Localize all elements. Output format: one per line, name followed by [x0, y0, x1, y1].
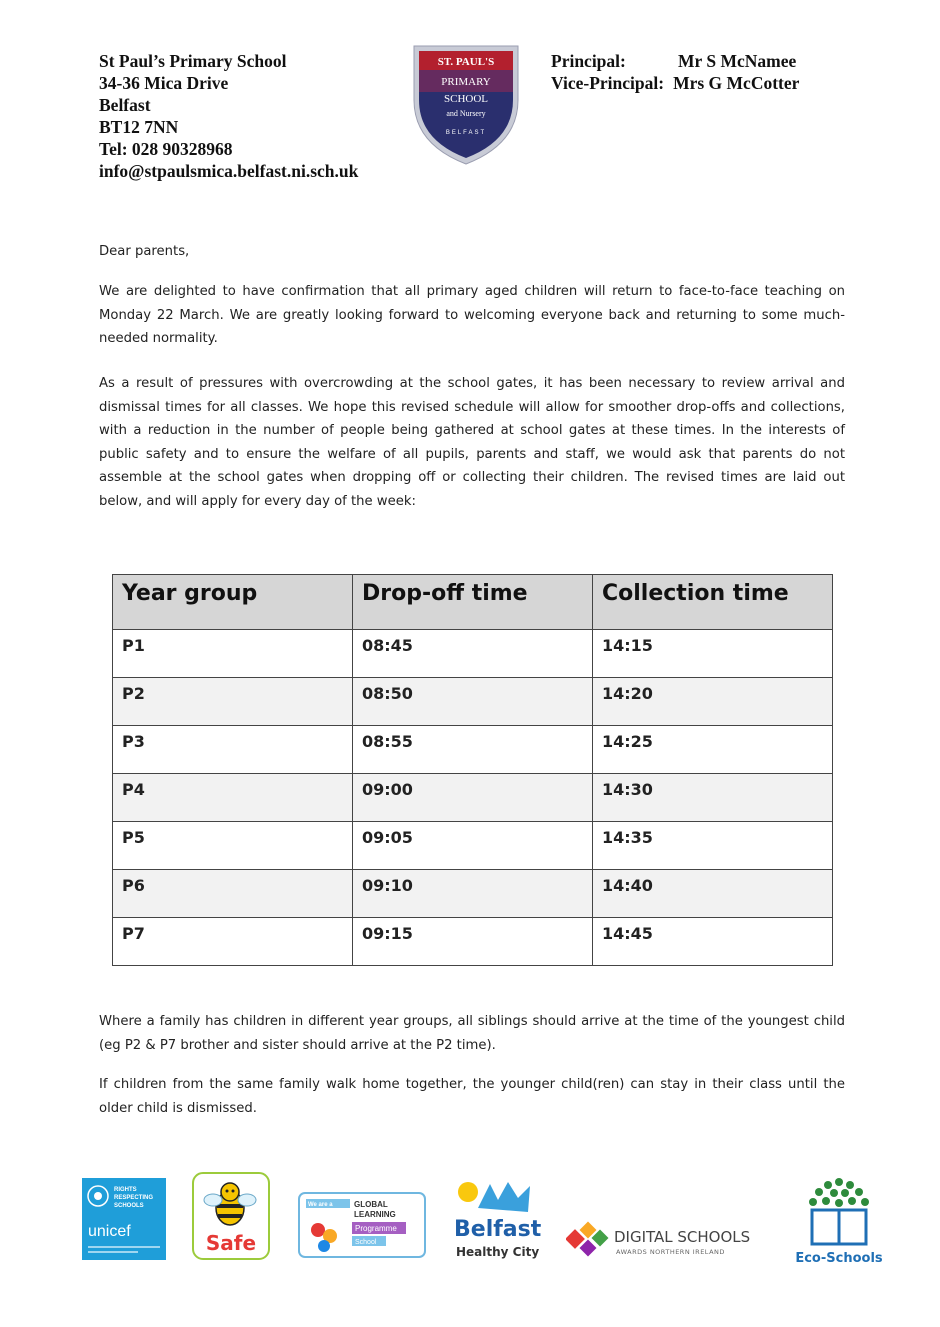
- collection-cell: 14:30: [593, 774, 833, 822]
- year-group-cell: P4: [113, 774, 353, 822]
- table-row: [113, 774, 833, 822]
- unicef-text-3: SCHOOLS: [114, 1203, 144, 1209]
- safe-bee-logo: [192, 1172, 270, 1267]
- table-row: [113, 630, 833, 678]
- collection-cell: 14:40: [593, 870, 833, 918]
- paragraph-text: As a result of pressures with overcrowding at the school gates, it has been necessary to review arrival and dismissal times for all classes. We hope this revised schedule will allow for smoother drop-offs and collections, with a reduction in the number of people being gathered at school gates at these times. In the interests of public safety and to ensure the welfare of all pupils, parents and staff, we would ask that parents do not assemble at the school gates when dropping off or collecting their children. The revised times are laid out below, and will apply for every day of the week:: [99, 376, 845, 509]
- table-row: [113, 726, 833, 774]
- principal-row: [551, 50, 799, 72]
- year-group-cell: P5: [113, 822, 353, 870]
- global-text-4: School: [355, 1239, 377, 1246]
- unicef-rights-respecting-logo: [82, 1178, 166, 1265]
- year-group-cell: P6: [113, 870, 353, 918]
- drop-off-cell: 09:05: [353, 822, 593, 870]
- school-crest-logo: [408, 40, 524, 168]
- school-address: [99, 50, 358, 182]
- unicef-text-1: RIGHTS: [114, 1187, 137, 1193]
- year-group-cell: P2: [113, 678, 353, 726]
- global-text-2: LEARNING: [354, 1210, 396, 1219]
- crest-text-2: PRIMARY: [441, 76, 491, 88]
- table-row: [113, 918, 833, 966]
- school-phone: Tel: 028 90328968: [99, 139, 233, 159]
- address-city: Belfast: [99, 95, 151, 115]
- eco-schools-text: Eco-Schools: [795, 1251, 883, 1266]
- collection-cell: 14:15: [593, 630, 833, 678]
- crest-text-1: ST. PAUL'S: [437, 56, 495, 68]
- address-postcode: BT12 7NN: [99, 117, 179, 137]
- letter-paragraph-4: [99, 1073, 845, 1120]
- paragraph-text: If children from the same family walk home together, the younger child(ren) can stay in their class until the older child is dismissed.: [99, 1077, 845, 1116]
- crest-text-3: SCHOOL: [443, 93, 489, 105]
- digital-schools-subtext: AWARDS NORTHERN IRELAND: [616, 1248, 725, 1256]
- drop-off-cell: 09:00: [353, 774, 593, 822]
- year-group-cell: P7: [113, 918, 353, 966]
- table-header-row: [113, 575, 833, 630]
- collection-cell: 14:25: [593, 726, 833, 774]
- paragraph-text: Where a family has children in different year groups, all siblings should arrive at the time of the youngest child (eg P2 & P7 brother and sister should arrive at the P2 time).: [99, 1014, 845, 1053]
- safe-text: Safe: [205, 1231, 257, 1255]
- drop-off-cell: 08:55: [353, 726, 593, 774]
- letter-paragraph-2: [99, 372, 845, 513]
- footer-logos: [0, 1170, 940, 1280]
- global-text-3: Programme: [355, 1224, 397, 1233]
- column-header-year-group: Year group: [113, 575, 353, 630]
- column-header-drop-off: Drop-off time: [353, 575, 593, 630]
- letter-paragraph-3: [99, 1010, 845, 1057]
- digital-schools-logo: [566, 1220, 770, 1267]
- drop-off-cell: 09:10: [353, 870, 593, 918]
- collection-cell: 14:45: [593, 918, 833, 966]
- staff-block: [551, 50, 799, 94]
- unicef-text-2: RESPECTING: [114, 1195, 154, 1201]
- global-badge-text: We are a: [308, 1202, 333, 1208]
- column-header-collection: Collection time: [593, 575, 833, 630]
- letter-paragraph-1: [99, 280, 845, 351]
- healthy-city-text: Healthy City: [456, 1245, 540, 1259]
- principal-name: Mr S McNamee: [678, 51, 797, 71]
- paragraph-text: We are delighted to have confirmation that all primary aged children will return to face-to-face teaching on Monday 22 March. We are greatly looking forward to welcoming everyone back and returning to some much-needed normality.: [99, 284, 845, 346]
- school-email: info@stpaulsmica.belfast.ni.sch.uk: [99, 161, 359, 181]
- vice-principal-name: Mrs G McCotter: [673, 73, 800, 93]
- drop-off-cell: 09:15: [353, 918, 593, 966]
- global-text-1: GLOBAL: [354, 1200, 388, 1209]
- digital-schools-text: DIGITAL SCHOOLS: [614, 1228, 751, 1246]
- schedule-table: [112, 574, 833, 966]
- crest-text-4: and Nursery: [446, 109, 486, 118]
- year-group-cell: P3: [113, 726, 353, 774]
- table-row: [113, 822, 833, 870]
- collection-cell: 14:35: [593, 822, 833, 870]
- letter-greeting: [99, 240, 845, 264]
- drop-off-cell: 08:50: [353, 678, 593, 726]
- table-row: [113, 678, 833, 726]
- drop-off-cell: 08:45: [353, 630, 593, 678]
- school-name: St Paul’s Primary School: [99, 51, 287, 71]
- global-learning-programme-logo: [298, 1192, 426, 1263]
- year-group-cell: P1: [113, 630, 353, 678]
- address-street: 34-36 Mica Drive: [99, 73, 229, 93]
- table-row: [113, 870, 833, 918]
- vice-principal-label: Vice-Principal:: [551, 73, 665, 93]
- belfast-text: Belfast: [454, 1217, 542, 1242]
- vice-principal-row: [551, 72, 799, 94]
- belfast-healthy-city-logo: [450, 1178, 550, 1267]
- crest-text-5: BELFAST: [445, 130, 487, 136]
- greeting-text: Dear parents,: [99, 244, 190, 259]
- eco-schools-logo: [792, 1174, 886, 1275]
- principal-label: Principal:: [551, 51, 626, 71]
- unicef-brand-text: unicef: [88, 1223, 131, 1240]
- collection-cell: 14:20: [593, 678, 833, 726]
